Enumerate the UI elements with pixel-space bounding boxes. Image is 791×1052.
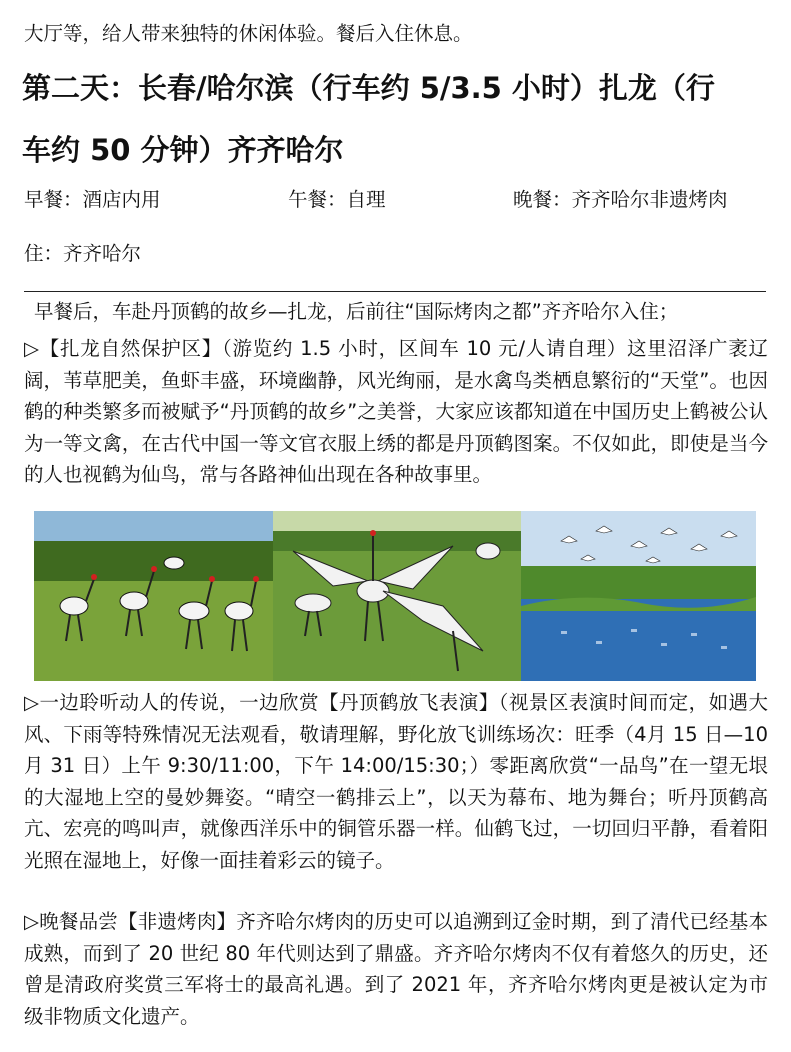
crane-spreading-wings-photo [273,511,521,681]
intro-tail-text: 大厅等，给人带来独特的休闲体验。餐后入住休息。 [24,22,473,45]
cranes-flying-over-wetland-photo [521,511,756,681]
lunch-info: 午餐：自理 [288,188,386,211]
section-divider [24,291,766,292]
morning-paragraph: 早餐后，车赴丹顶鹤的故乡—扎龙，后前往“国际烤肉之都”齐齐哈尔入住； [34,300,679,323]
bbq-paragraph: ▷晚餐品尝【非遗烤肉】齐齐哈尔烤肉的历史可以追溯到辽金时期，到了清代已经基本成熟，而到了 20 世纪 80 年代则达到了鼎盛。齐齐哈尔烤肉不仅有着悠久的历史，还曾是清政府奖赏三军将士的最高礼遇。到了 2021 年，齐齐哈尔烤肉更是被认定为市级非物质文化遗产。 [24,910,768,1028]
day-title-line-1: 第二天：长春/哈尔滨（行车约 5/3.5 小时）扎龙（行 [22,71,715,105]
cranes-on-grass-photo [34,511,273,681]
dinner-info: 晚餐：齐齐哈尔非遗烤肉 [513,188,728,211]
day-title-line-2: 车约 50 分钟）齐齐哈尔 [22,133,344,167]
accommodation-info: 住：齐齐哈尔 [24,242,142,265]
breakfast-info: 早餐：酒店内用 [24,188,161,211]
crane-show-paragraph: ▷一边聆听动人的传说，一边欣赏【丹顶鹤放飞表演】（视景区表演时间而定，如遇大风、下雨等特殊情况无法观看，敬请理解，野化放飞训练场次：旺季（4月 15 日—10 月 31 日）上午 9:30/11:00，下午 14:00/15:30；）零距离欣赏“一品鸟”在一望无垠的大湿地上空的曼妙舞姿。“晴空一鹤排云上”，以天为幕布、地为舞台；听丹顶鹤高亢、宏亮的鸣叫声，就像西洋乐中的铜管乐器一样。仙鹤飞过，一切回归平静，看着阳光照在湿地上，好像一面挂着彩云的镜子。 [24,691,768,872]
zhalong-paragraph: ▷【扎龙自然保护区】（游览约 1.5 小时，区间车 10 元/人请自理）这里沼泽广袤辽阔，苇草肥美，鱼虾丰盛，环境幽静，风光绚丽，是水禽鸟类栖息繁衍的“天堂”。也因鹤的种类繁多而被赋予“丹顶鹤的故乡”之美誉，大家应该都知道在中国历史上鹤被公认为一等文禽，在古代中国一等文官衣服上绣的都是丹顶鹤图案。不仅如此，即使是当今的人也视鹤为仙鸟，常与各路神仙出现在各种故事里。 [24,337,768,486]
photo-strip [34,511,756,681]
